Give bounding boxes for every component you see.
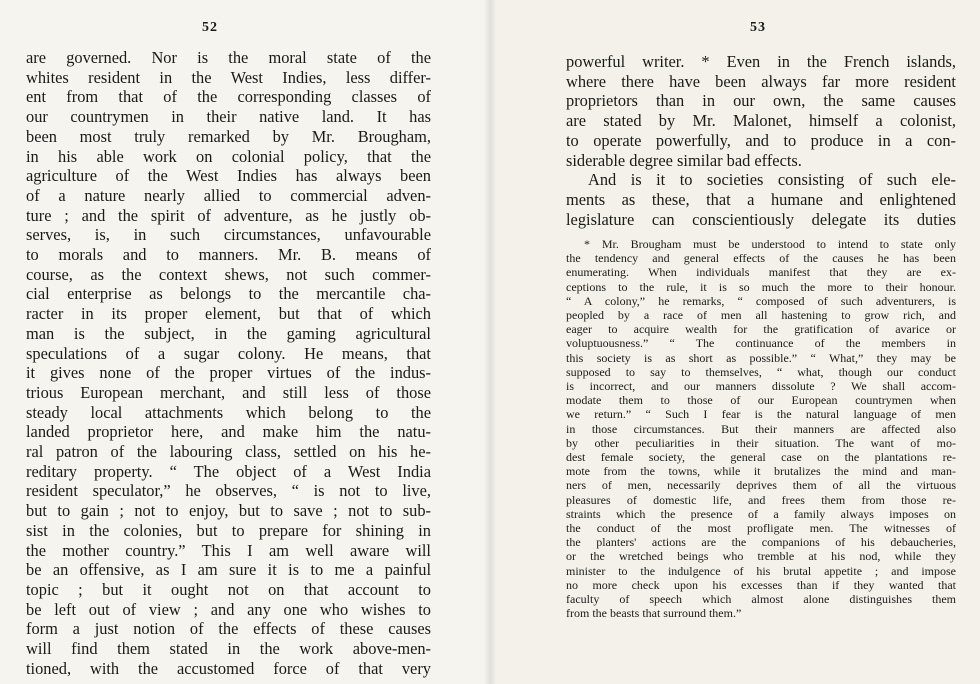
text-line: are governed. Nor is the moral state of the [26,48,431,67]
text-line: topic ; but it ought not on that account to [26,579,431,599]
text-line: ments as these, that a humane and enlightened [566,189,956,209]
text-line: landed proprietor here, and make him the natu- [26,422,431,442]
text-line: will find them stated in the work above-men- [26,639,431,659]
footnote-line: in those circumstances. But their manners are affected also [566,421,956,436]
footnote-line: * Mr. Brougham must be understood to intend to state only [584,237,956,251]
text-line: ral patron of the labouring class, settled on his he- [26,442,431,462]
text-line: form a just notion of the effects of these causes [26,619,431,639]
footnote-line: modate them to those of our European countrymen when [566,393,956,408]
text-line: to operate powerfully, and to produce in a con- [566,130,956,150]
text-line: racter in its proper element, but that of which [26,304,431,324]
text-line: cial enterprise as belongs to the mercantile cha- [26,284,431,304]
footnote-line: no more check upon his excesses than if they wanted that [566,577,956,592]
text-line: resident speculator,” he observes, “ is not to live, [26,481,431,501]
text-line: ent from that of the corresponding classes of [26,87,431,107]
text-line: the mother country.” This I am well aware will [26,540,431,560]
footnote-line: the tendency and general effects of the causes he has been [566,251,956,266]
text-line: be left out of view ; and any one who wishes to [26,599,431,619]
text-line: And is it to societies consisting of such ele- [588,170,956,190]
footnote-line: minister to the indulgence of his brutal appetite ; and impose [566,563,956,578]
text-line: steady local attachments which belong to the [26,402,431,422]
text-line: tioned, with the accustomed force of that very [26,658,431,678]
text-line: to morals and to manners. Mr. B. means of [26,245,431,265]
footnote-line: straints which the presence of a family always imposes on [566,506,956,521]
text-line: ture ; and the spirit of adventure, as he justly ob- [26,205,431,225]
left-page-body [26,48,431,679]
footnote-line: this society is as short as possible.” “ What,” they may be [566,350,956,365]
text-line: it gives none of the proper virtues of the indus- [26,363,431,383]
text-line: trious European merchant, and still less of those [26,382,431,402]
footnote-line: faculty of speech which almost alone distinguishes them [566,592,956,607]
left-page-number: 52 [202,20,218,35]
footnote-line: eager to acquire wealth for the gratification of avarice or [566,322,956,337]
footnote-line: dest female society, the general case on the plantations re- [566,450,956,465]
footnote-line: we return.” “ Such I fear is the natural language of men [566,407,956,422]
footnote-line: pleasures of domestic life, and frees them from those re- [566,492,956,507]
text-line: speculations of a sugar colony. He means, that [26,343,431,363]
footnote-line: “ A colony,” he remarks, “ composed of such adventurers, is [566,293,956,308]
text-line: serves, is, in such circumstances, unfavourable [26,225,431,245]
footnote-line: peopled by a race of men all hastening to grow rich, and [566,308,956,323]
right-page-footnote [566,237,956,620]
footnote-line: voluptuousness.” “ The continuance of the members in [566,336,956,351]
text-line: whites resident in the West Indies, less differ- [26,67,431,87]
text-line: be an offensive, as I am sure it is to me a painful [26,560,431,580]
text-line: where there have been always far more resident [566,71,956,91]
text-line: sist in the colonies, but to prepare for shining in [26,520,431,540]
text-line: proprietors than in our own, the same causes [566,91,956,111]
footnote-line: the conduct of the most profligate men. The witnesses of [566,521,956,536]
footnote-line: is incorrect, and our manners dissolute ? We shall accom- [566,379,956,394]
footnote-line: supposed to say to themselves, “ what, though our conduct [566,364,956,379]
text-line: agriculture of the West Indies has always been [26,166,431,186]
book-gutter [484,0,496,684]
text-line: been most truly remarked by Mr. Brougham, [26,126,431,146]
footnote-line: ceptions to the rule, it is so much the more to their honour. [566,279,956,294]
text-line: in his able work on colonial policy, that the [26,146,431,166]
footnote-line: mote from the towns, while it brutalizes the mind and man- [566,464,956,479]
text-line: course, as the context shews, not such commer- [26,264,431,284]
footnote-line: the planters' actions are the companions of his debaucheries, [566,535,956,550]
footnote-line: or the wretched beings who tremble at his nod, while they [566,549,956,564]
text-line: siderable degree similar bad effects. [566,150,802,170]
footnote-line: by other peculiarities in their situation. The want of mo- [566,435,956,450]
text-line: legislature can conscientiously delegate its duties [566,209,956,229]
footnote-line: enumerating. When individuals manifest that they are ex- [566,265,956,280]
right-page-body [566,52,956,229]
text-line: are stated by Mr. Malonet, himself a colonist, [566,111,956,131]
text-line: reditary property. “ The object of a West India [26,461,431,481]
footnote-line: ners of men, necessarily deprives them of all the virtuous [566,478,956,493]
text-line: but to gain ; not to enjoy, but to save ; not to sub- [26,501,431,521]
text-line: our countrymen in their native land. It has [26,107,431,127]
text-line: man is the subject, in the gaming agricultural [26,323,431,343]
text-line: powerful writer. * Even in the French islands, [566,52,956,71]
right-page-number: 53 [750,20,766,35]
footnote-line: from the beasts that surround them.” [566,606,742,621]
text-line: of a nature nearly allied to commercial adven- [26,185,431,205]
